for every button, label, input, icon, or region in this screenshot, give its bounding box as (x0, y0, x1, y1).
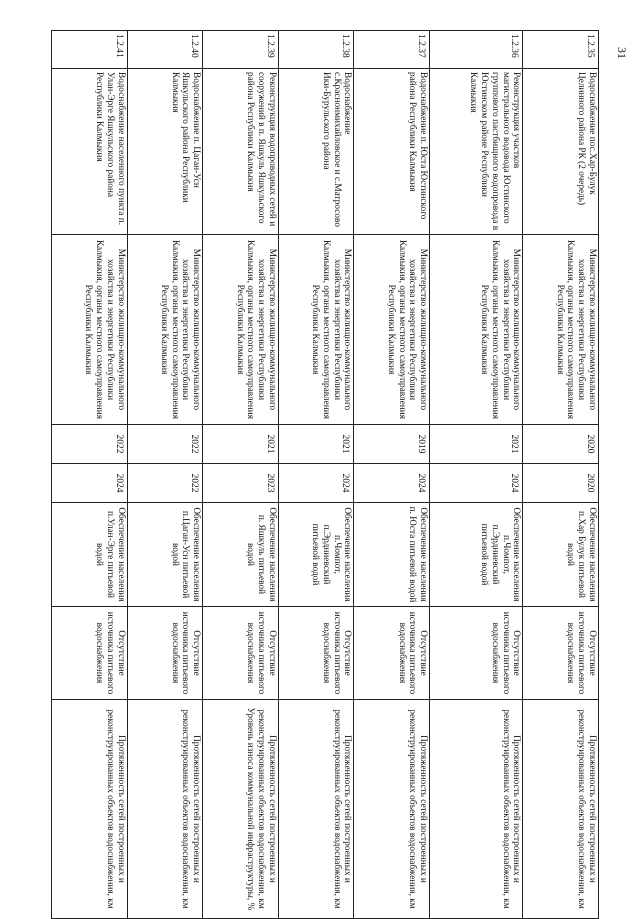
responsible-executor: Министерство жилищно-коммунального хозяйства и энергетики Республики Калмыкия, органы местного самоуправления Республики Калмыкия (52, 235, 128, 425)
expected-result: Обеспечение населения п.Чомпот, п.Эрдниевский питьевой водой (278, 503, 354, 607)
target-indicator: Протяженность сетей построенных и реконструированных объектов водоснабжения, км (278, 700, 354, 919)
rotated-table-wrapper (51, 30, 599, 911)
page-number: 31 (615, 47, 629, 59)
year-start: 2022 (127, 425, 203, 464)
responsible-executor: Министерство жилищно-коммунального хозяйства и энергетики Республики Калмыкия, органы местного самоуправления Республики Калмыкия (127, 235, 203, 425)
responsible-executor: Министерство жилищно-коммунального хозяйства и энергетики Республики Калмыкия, органы местного самоуправления Республики Калмыкия (430, 235, 523, 425)
problem-description: Отсутствие источника питьевого водоснабжения (52, 607, 128, 700)
row-number: 1.2.36 (430, 31, 523, 69)
year-start: 2022 (52, 425, 128, 464)
problem-description: Отсутствие источника питьевого водоснабжения (278, 607, 354, 700)
expected-result: Обеспечение населения п.Улан-Эрге питьевой водой (52, 503, 128, 607)
problem-description: Отсутствие источника питьевого водоснабжения (430, 607, 523, 700)
expected-result: Обеспечение населения п. Юста питьевой водой (354, 503, 430, 607)
year-end: 2024 (354, 464, 430, 503)
expected-result: Обеспечение населения п. Яшкуль питьевой водой (203, 503, 279, 607)
target-indicator: Протяженность сетей построенных и реконструированных объектов водоснабжения, км (52, 700, 128, 919)
problem-description: Отсутствие источника питьевого водоснабжения (523, 607, 599, 700)
table-row (523, 31, 599, 919)
year-end: 2020 (523, 464, 599, 503)
table-row (278, 31, 354, 919)
problem-description: Отсутствие источника питьевого водоснабжения (203, 607, 279, 700)
year-start: 2021 (203, 425, 279, 464)
expected-result: Обеспечение населения п.Хар Булук питьевой водой (523, 503, 599, 607)
measure-name: Водоснабжение п. Юста Юстинского района Республики Калмыкия (354, 69, 430, 235)
row-number: 1.2.38 (278, 31, 354, 69)
responsible-executor: Министерство жилищно-коммунального хозяйства и энергетики Республики Калмыкия, органы местного самоуправления Республики Калмыкия (354, 235, 430, 425)
year-start: 2021 (278, 425, 354, 464)
table-row (430, 31, 523, 919)
responsible-executor: Министерство жилищно-коммунального хозяйства и энергетики Республики Калмыкия, органы местного самоуправления Республики Калмыкия (278, 235, 354, 425)
responsible-executor: Министерство жилищно-коммунального хозяйства и энергетики Республики Калмыкия, органы местного самоуправления Республики Калмыкия (523, 235, 599, 425)
measures-table (51, 30, 599, 919)
year-end: 2024 (278, 464, 354, 503)
year-start: 2019 (354, 425, 430, 464)
year-start: 2020 (523, 425, 599, 464)
table-row (203, 31, 279, 919)
measure-name: Реконструкция участков магистрального водовода Юстинского группового пастбищного водопровода в Юстинском районе Республики Калмыкия (430, 69, 523, 235)
measures-table-body (52, 31, 599, 919)
target-indicator: Протяженность сетей построенных и реконструированных объектов водоснабжения, км (127, 700, 203, 919)
measure-name: Водоснабжение п. Цаган-Усн Яшкульского района Республики Калмыкия (127, 69, 203, 235)
row-number: 1.2.40 (127, 31, 203, 69)
problem-description: Отсутствие источника питьевого водоснабжения (354, 607, 430, 700)
table-row (354, 31, 430, 919)
row-number: 1.2.39 (203, 31, 279, 69)
measure-name: Реконструкция водопроводных сетей и сооружений в п. Яшкуль Яшкульского района Республики Калмыкия (203, 69, 279, 235)
row-number: 1.2.41 (52, 31, 128, 69)
year-end: 2023 (203, 464, 279, 503)
expected-result: Обеспечение населения п.Чомпот, п.Эрдниевский питьевой водой (430, 503, 523, 607)
responsible-executor: Министерство жилищно-коммунального хозяйства и энергетики Республики Калмыкия, органы местного самоуправления Республики Калмыкия (203, 235, 279, 425)
target-indicator: Протяженность сетей построенных и реконструированных объектов водоснабжения, км (430, 700, 523, 919)
table-row (127, 31, 203, 919)
target-indicator: Протяженность сетей построенных и реконструированных объектов водоснабжения, км Уровень износа коммунальной инфраструктуры, % (203, 700, 279, 919)
row-number: 1.2.37 (354, 31, 430, 69)
measure-name: Водоснабжение пос.Хар-Булук Целинного района РК (2 очередь) (523, 69, 599, 235)
year-end: 2024 (52, 464, 128, 503)
measure-name: Водоснабжение с.Краснонмихайловское и с.Матросово Ики-Бурульского района (278, 69, 354, 235)
expected-result: Обеспечение населения п.Цаган-Усн питьевой водой (127, 503, 203, 607)
measure-name: Водоснабжение населенного пункта п. Улан-Эрге Яшкульского района Республики Калмыкия (52, 69, 128, 235)
problem-description: Отсутствие источника питьевого водоснабжения (127, 607, 203, 700)
target-indicator: Протяженность сетей построенных и реконструированных объектов водоснабжения, км (354, 700, 430, 919)
year-start: 2021 (430, 425, 523, 464)
target-indicator: Протяженность сетей построенных и реконструированных объектов водоснабжения, км (523, 700, 599, 919)
year-end: 2022 (127, 464, 203, 503)
year-end: 2024 (430, 464, 523, 503)
row-number: 1.2.35 (523, 31, 599, 69)
table-row (52, 31, 128, 919)
